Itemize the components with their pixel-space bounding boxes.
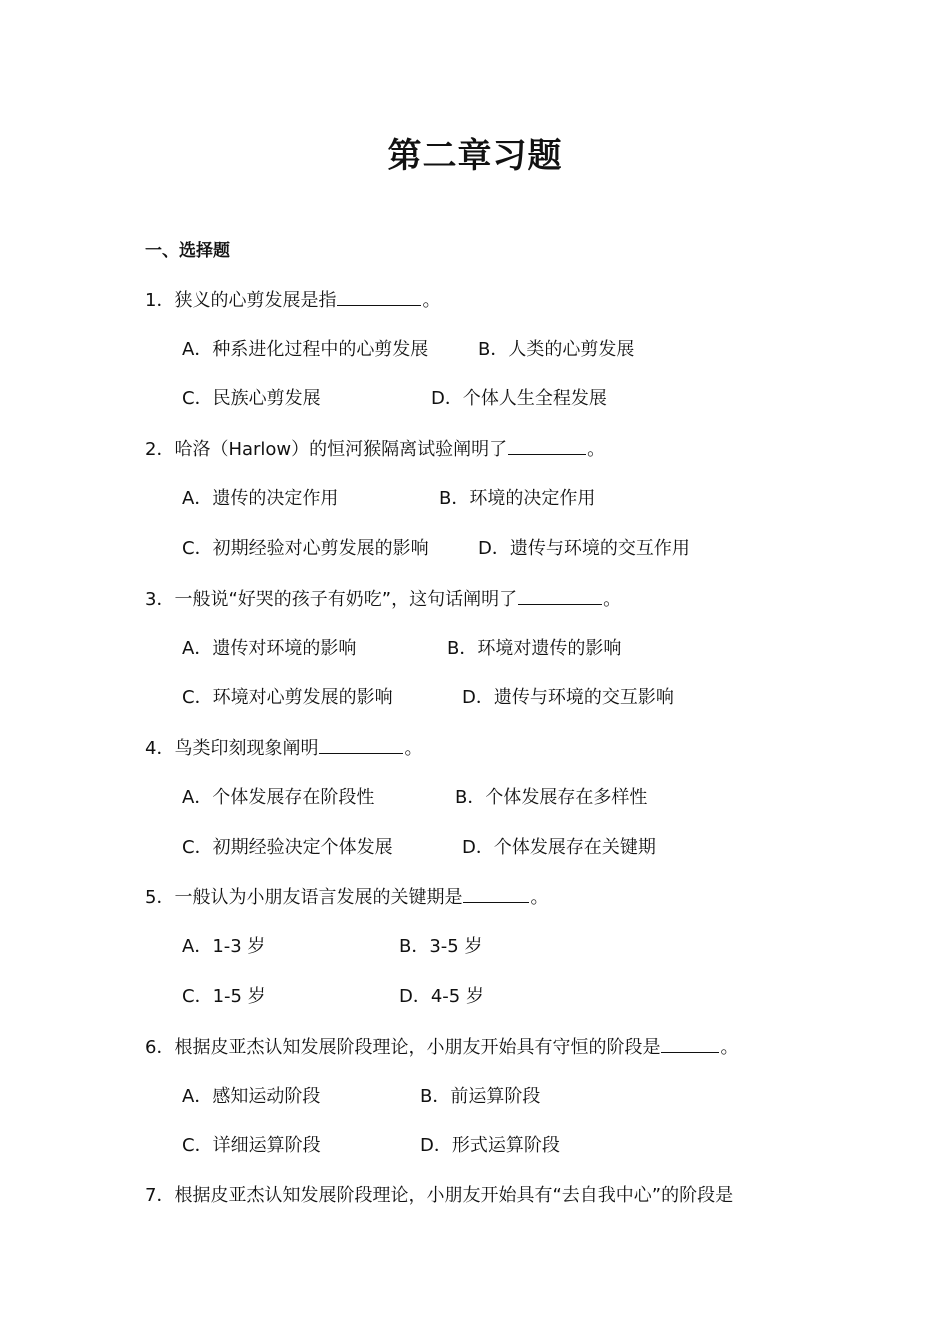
question-5: [145, 884, 548, 911]
question-1: [145, 287, 440, 314]
question-stem: 7．根据皮亚杰认知发展阶段理论，小朋友开始具有“去自我中心”的阶段是: [145, 1185, 734, 1206]
question-stem-end: 。: [422, 290, 441, 311]
answer-blank: [518, 586, 602, 605]
option-2a: A．遗传的决定作用: [182, 488, 339, 509]
option-2c: C．初期经验对心剪发展的影响: [182, 538, 429, 559]
option-2d: D．遗传与环境的交互作用: [478, 538, 690, 559]
option-3c: C．环境对心剪发展的影响: [182, 687, 393, 708]
question-stem-end: 。: [530, 887, 549, 908]
option-4b: B．个体发展存在多样性: [455, 787, 648, 808]
option-3b: B．环境对遗传的影响: [447, 638, 622, 659]
option-1d: D．个体人生全程发展: [431, 388, 607, 409]
option-6b: B．前运算阶段: [420, 1086, 541, 1107]
option-1c: C．民族心剪发展: [182, 388, 321, 409]
question-stem: 1．狭义的心剪发展是指: [145, 290, 337, 311]
option-5a: A．1-3 岁: [182, 936, 266, 957]
option-5b: B．3-5 岁: [399, 936, 483, 957]
question-4: [145, 735, 422, 762]
question-stem-end: 。: [720, 1037, 739, 1058]
section-heading: 一、选择题: [145, 241, 230, 261]
option-4c: C．初期经验决定个体发展: [182, 837, 393, 858]
question-stem: 5．一般认为小朋友语言发展的关键期是: [145, 887, 463, 908]
option-2b: B．环境的决定作用: [439, 488, 596, 509]
question-stem: 2．哈洛（Harlow）的恒河猴隔离试验阐明了: [145, 439, 508, 460]
question-stem: 4．鸟类印刻现象阐明: [145, 738, 319, 759]
question-stem-end: 。: [404, 738, 423, 759]
page-title: 第二章习题: [387, 136, 563, 176]
question-stem: 3．一般说“好哭的孩子有奶吃”，这句话阐明了: [145, 589, 518, 610]
answer-blank: [463, 884, 529, 903]
question-stem-end: 。: [587, 439, 606, 460]
answer-blank: [319, 735, 403, 754]
option-5d: D．4-5 岁: [399, 986, 484, 1007]
answer-blank: [661, 1034, 719, 1053]
question-2: [145, 436, 605, 463]
answer-blank: [508, 436, 586, 455]
option-3d: D．遗传与环境的交互影响: [462, 687, 674, 708]
option-3a: A．遗传对环境的影响: [182, 638, 357, 659]
answer-blank: [337, 287, 421, 306]
option-6a: A．感知运动阶段: [182, 1086, 321, 1107]
option-1a: A．种系进化过程中的心剪发展: [182, 339, 429, 360]
option-6d: D．形式运算阶段: [420, 1135, 560, 1156]
option-5c: C．1-5 岁: [182, 986, 266, 1007]
question-6: [145, 1034, 738, 1061]
question-stem-end: 。: [603, 589, 622, 610]
option-1b: B．人类的心剪发展: [478, 339, 635, 360]
question-3: [145, 586, 621, 613]
question-stem: 6．根据皮亚杰认知发展阶段理论，小朋友开始具有守恒的阶段是: [145, 1037, 661, 1058]
option-4d: D．个体发展存在关键期: [462, 837, 656, 858]
question-7: [145, 1183, 733, 1209]
option-4a: A．个体发展存在阶段性: [182, 787, 375, 808]
option-6c: C．详细运算阶段: [182, 1135, 321, 1156]
